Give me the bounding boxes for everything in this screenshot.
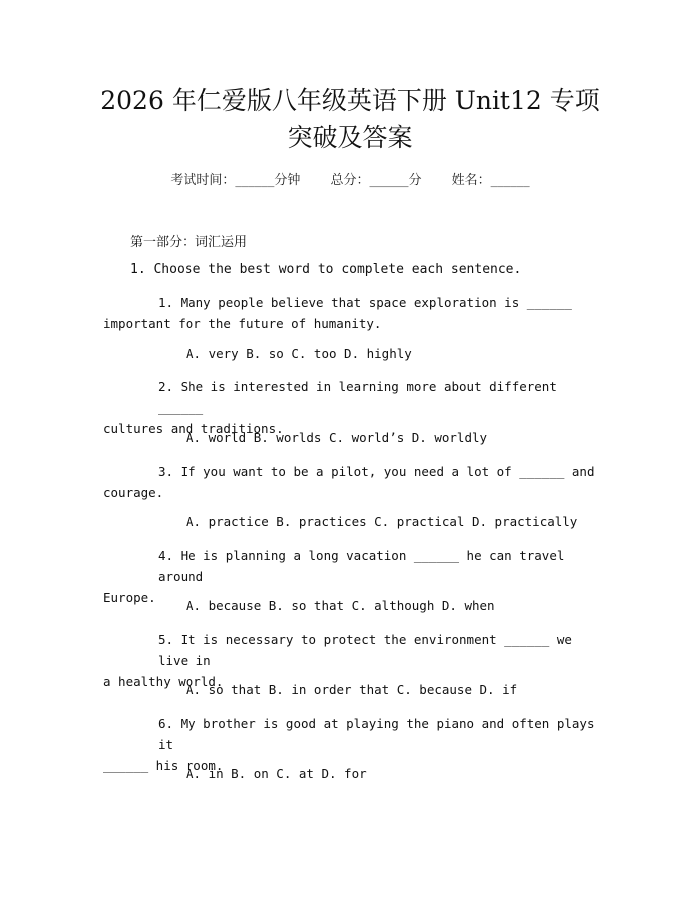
title-line-1: 2026 年仁爱版八年级英语下册 Unit12 专项: [100, 86, 600, 115]
question-6-options: A. in B. on C. at D. for: [186, 766, 367, 781]
total-score-label: 总分：: [330, 173, 370, 188]
question-text-line2: important for the future of humanity.: [103, 316, 382, 331]
total-score: [330, 169, 421, 188]
question-2-options: A. world B. worlds C. world’s D. worldly: [186, 430, 488, 445]
question-1-options: A. very B. so C. too D. highly: [186, 346, 412, 361]
question-text-line1: 4. He is planning a long vacation ______ he can travel around: [158, 548, 565, 584]
student-name-blank: ______: [490, 173, 530, 188]
total-score-blank: ______: [369, 173, 409, 188]
section-title: 第一部分：词汇运用: [130, 235, 248, 250]
instruction: 1. Choose the best word to complete each sentence.: [130, 262, 522, 277]
exam-time-blank: ______: [235, 173, 275, 188]
exam-info: [0, 169, 700, 188]
student-name: [452, 169, 530, 188]
question-text-line2: cultures and traditions.: [103, 421, 284, 436]
question-text-line1: 2. She is interested in learning more about different ______: [158, 379, 557, 415]
exam-time: [170, 169, 300, 188]
exam-time-unit: 分钟: [274, 173, 301, 188]
question-text-line1: 6. My brother is good at playing the piano and often plays it: [158, 716, 595, 752]
question-text-line1: 5. It is necessary to protect the environment ______ we live in: [158, 632, 572, 668]
question-text-line2: Europe.: [103, 590, 156, 605]
question-5-options: A. so that B. in order that C. because D. if: [186, 682, 518, 697]
question-3: [103, 461, 603, 503]
question-text-line2: courage.: [103, 485, 164, 500]
question-text-line1: 1. Many people believe that space exploration is ______: [158, 295, 572, 310]
question-3-options: A. practice B. practices C. practical D. practically: [186, 514, 578, 529]
total-score-unit: 分: [408, 173, 422, 188]
question-text-line1: 3. If you want to be a pilot, you need a lot of ______ and: [158, 464, 595, 479]
title-line-2: 突破及答案: [287, 123, 413, 152]
document-title: [60, 82, 640, 156]
question-text-line2: ______ his room.: [103, 758, 224, 773]
student-name-label: 姓名：: [451, 173, 491, 188]
question-text-line2: a healthy world.: [103, 674, 224, 689]
exam-time-label: 考试时间：: [170, 173, 236, 188]
question-1: [103, 292, 603, 334]
question-4-options: A. because B. so that C. although D. when: [186, 598, 495, 613]
